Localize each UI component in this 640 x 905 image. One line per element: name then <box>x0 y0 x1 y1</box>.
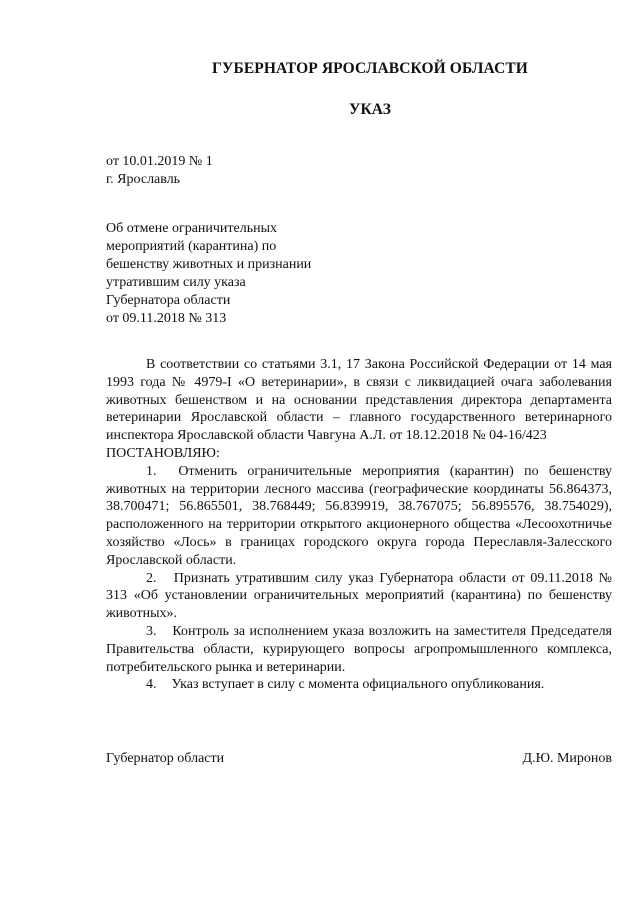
decree-item-3 <box>106 623 612 676</box>
signature-name: Д.Ю. Миронов <box>522 751 612 766</box>
item-text: Отменить ограничительные мероприятия (карантин) по бешенству животных на территории лесного массива (географические координаты 56.864373, 38.700471; 56.865501, 38.768449; 56.839919, 38.767075; 56.895576, 38.754029), расположенного на территории открытого акционерного общества «Лесоохотничье хозяйство «Лось» в границах городского округа города Переславля-Залесского Ярославской области. <box>106 463 613 568</box>
document-meta <box>106 153 213 189</box>
item-number: 2. <box>146 570 157 586</box>
document-city: г. Ярославль <box>106 172 181 187</box>
decree-item-1 <box>106 463 612 570</box>
subject-line: от 09.11.2018 № 313 <box>106 311 227 326</box>
subject-line: Губернатора области <box>106 293 231 308</box>
decree-word: ПОСТАНОВЛЯЮ: <box>106 445 220 461</box>
signature-position: Губернатор области <box>106 751 225 766</box>
subject-line: Об отмене ограничительных <box>106 221 278 236</box>
document-date-number: от 10.01.2019 № 1 <box>106 154 213 169</box>
subject-line: бешенству животных и признании <box>106 257 312 272</box>
decree-item-4 <box>106 676 612 694</box>
document-body <box>106 356 612 694</box>
document-subject <box>106 220 366 328</box>
preamble-paragraph: В соответствии со статьями 3.1, 17 Закона Российской Федерации от 14 мая 1993 года № 4979-I «О ветеринарии», в связи с ликвидацией очага заболевания животных бешенством и на основании представления директора департамента ветеринарии Ярославской области – главного государственного ветеринарного инспектора Ярославской области Чавгуна А.Л. от 18.12.2018 № 04-16/423 <box>106 357 612 444</box>
item-text: Указ вступает в силу с момента официального опубликования. <box>171 677 545 693</box>
item-text: Признать утратившим силу указ Губернатора области от 09.11.2018 № 313 «Об установлении ограничительных мероприятий (карантина) по бешенству животных». <box>106 570 613 622</box>
item-number: 3. <box>146 623 157 639</box>
subject-line: утратившим силу указа <box>106 275 246 290</box>
item-number: 1. <box>146 463 157 479</box>
item-text: Контроль за исполнением указа возложить на заместителя Председателя Правительства области, курирующего вопросы агропромышленного комплекса, потребительского рынка и ветеринарии. <box>106 623 612 675</box>
decree-item-2 <box>106 570 612 623</box>
document-authority-title: ГУБЕРНАТОР ЯРОСЛАВСКОЙ ОБЛАСТИ <box>212 60 528 77</box>
document-type-title: УКАЗ <box>348 101 391 118</box>
item-number: 4. <box>146 677 157 693</box>
subject-line: мероприятий (карантина) по <box>106 239 277 254</box>
